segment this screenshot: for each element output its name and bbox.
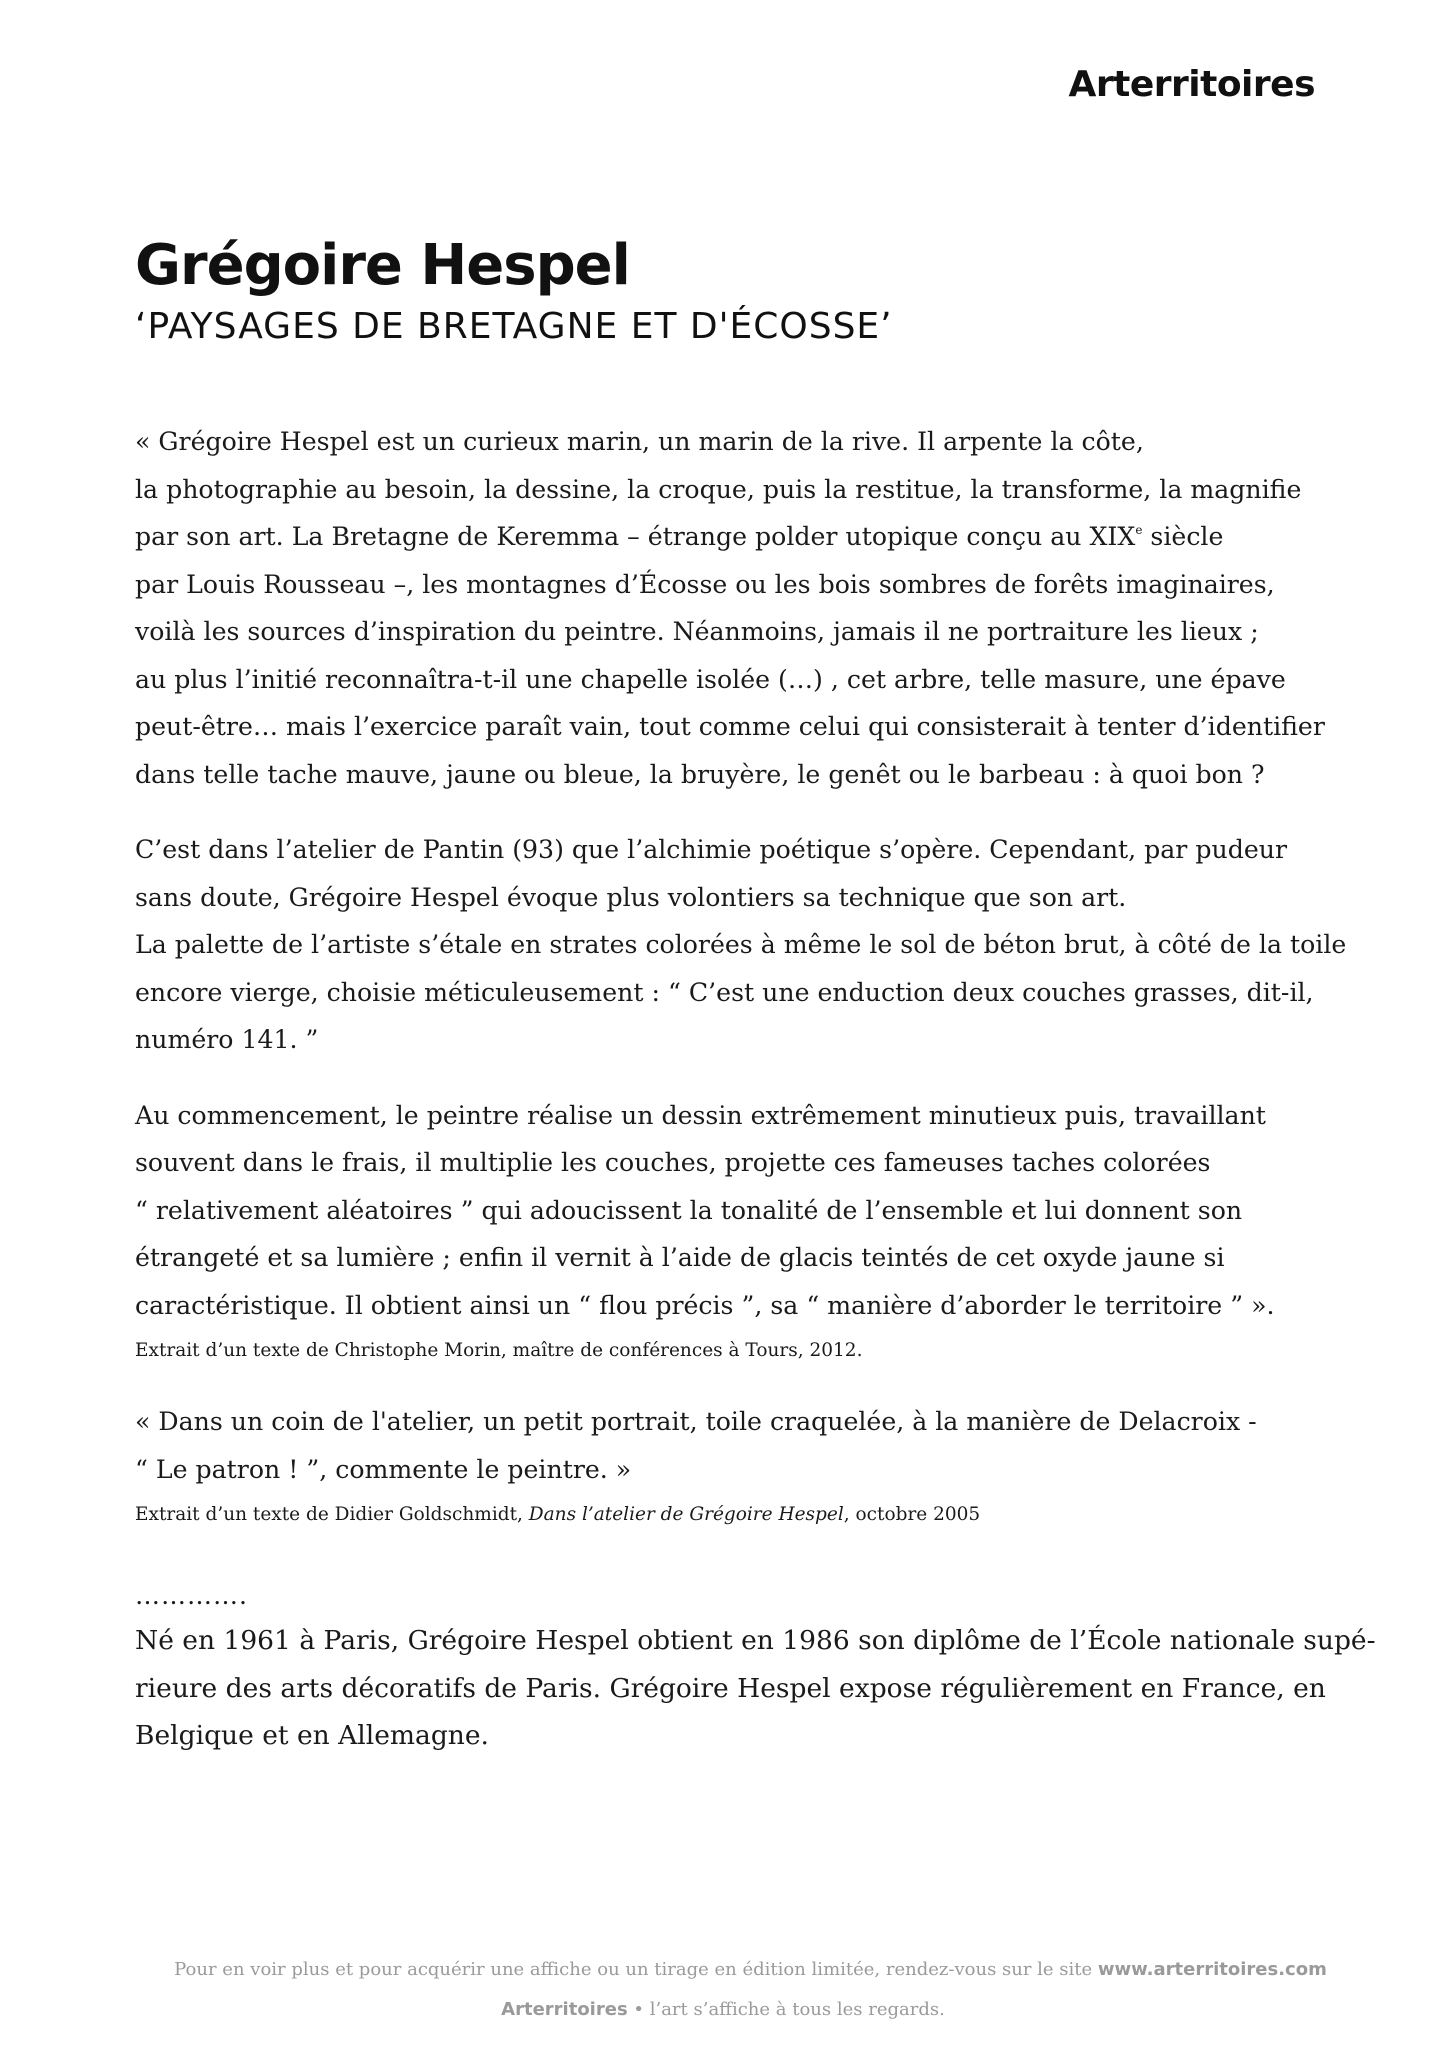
text-line: au plus l’initié reconnaîtra-t-il une chapelle isolée (…) , cet arbre, telle masure, une épave [135,664,1286,694]
footer-tagline: • l’art s’affiche à tous les regards. [627,1999,945,2020]
text-line: Au commencement, le peintre réalise un dessin extrêmement minutieux puis, travaillant [135,1100,1266,1130]
text-line: sans doute, Grégoire Hespel évoque plus volontiers sa technique que son art. [135,882,1127,912]
paragraph-1 [135,418,1325,798]
footer-text: Pour en voir plus et pour acquérir une affiche ou un tirage en édition limitée, rendez-vous sur le site [174,1959,1098,1980]
text-line: caractéristique. Il obtient ainsi un “ flou précis ”, sa “ manière d’aborder le territoire ” ». [135,1290,1275,1320]
text-line: « Dans un coin de l'atelier, un petit portrait, toile craquelée, à la manière de Delacroix - [135,1407,1257,1436]
citation-prefix: Extrait d’un texte de Didier Goldschmidt, [135,1504,529,1525]
text-line [135,513,1315,561]
biography [135,1617,1376,1760]
paragraph-2 [135,826,1347,1064]
text-line: “ Le patron ! ”, commente le peintre. » [135,1454,632,1484]
website-link[interactable]: www.arterritoires.com [1097,1959,1327,1980]
footer-line-1 [0,1950,1446,1990]
text-line: étrangeté et sa lumière ; enfin il vernit à l’aide de glacis teintés de cet oxyde jaune si [135,1243,1225,1272]
text-line: rieure des arts décoratifs de Paris. Grégoire Hespel expose régulièrement en France, en [135,1672,1326,1704]
text-line: « Grégoire Hespel est un curieux marin, un marin de la rive. Il arpente la côte, [135,427,1144,456]
text-line: Belgique et en Allemagne. [135,1720,489,1751]
superscript: e [1135,523,1143,537]
page-subtitle: ‘PAYSAGES DE BRETAGNE ET D'ÉCOSSE’ [135,306,893,347]
text-line: numéro 141. ” [135,1025,319,1054]
text-line: peut-être… mais l’exercice paraît vain, tout comme celui qui consisterait à tenter d’identifier [135,712,1325,741]
paragraph-3 [135,1092,1315,1330]
footer-line-2 [0,1990,1446,2030]
text-fragment: siècle [1142,522,1224,551]
brand-logo: Arterritoires [1068,64,1315,105]
text-line: encore vierge, choisie méticuleusement : “ C’est une enduction deux couches grasses, dit-il, [135,977,1314,1007]
text-line: voilà les sources d’inspiration du peintre. Néanmoins, jamais il ne portraiture les lieux ; [135,617,1259,646]
text-line: par Louis Rousseau –, les montagnes d’Écosse ou les bois sombres de forêts imaginaires, [135,569,1275,599]
article-body [135,418,1376,1760]
separator: …………. [135,1581,248,1610]
header [135,232,1315,352]
text-line: Né en 1961 à Paris, Grégoire Hespel obtient en 1986 son diplôme de l’École nationale supé- [135,1625,1376,1656]
footer [0,1950,1446,2030]
citation-title: Dans l’atelier de Grégoire Hespel [528,1504,844,1525]
text-line: La palette de l’artiste s’étale en strates colorées à même le sol de béton brut, à côté de la toile [135,930,1347,959]
text-line: la photographie au besoin, la dessine, la croque, puis la restitue, la transforme, la magnifie [135,474,1302,504]
text-fragment: par son art. La Bretagne de Keremma – étrange polder utopique conçu au XIX [135,522,1136,551]
text-line: “ relativement aléatoires ” qui adoucissent la tonalité de l’ensemble et lui donnent son [135,1195,1243,1225]
text-line: dans telle tache mauve, jaune ou bleue, la bruyère, le genêt ou le barbeau : à quoi bon ? [135,759,1265,789]
source-citation-1: Extrait d’un texte de Christophe Morin, maître de conférences à Tours, 2012. [135,1340,863,1361]
footer-brand: Arterritoires [501,1999,628,2020]
citation-suffix: , octobre 2005 [843,1504,981,1525]
paragraph-4 [135,1398,1315,1493]
page-title: Grégoire Hespel [135,233,630,298]
text-line: C’est dans l’atelier de Pantin (93) que l’alchimie poétique s’opère. Cependant, par pudeur [135,835,1287,864]
source-citation-2 [135,1501,1315,1529]
text-line: souvent dans le frais, il multiplie les couches, projette ces fameuses taches colorées [135,1148,1211,1177]
